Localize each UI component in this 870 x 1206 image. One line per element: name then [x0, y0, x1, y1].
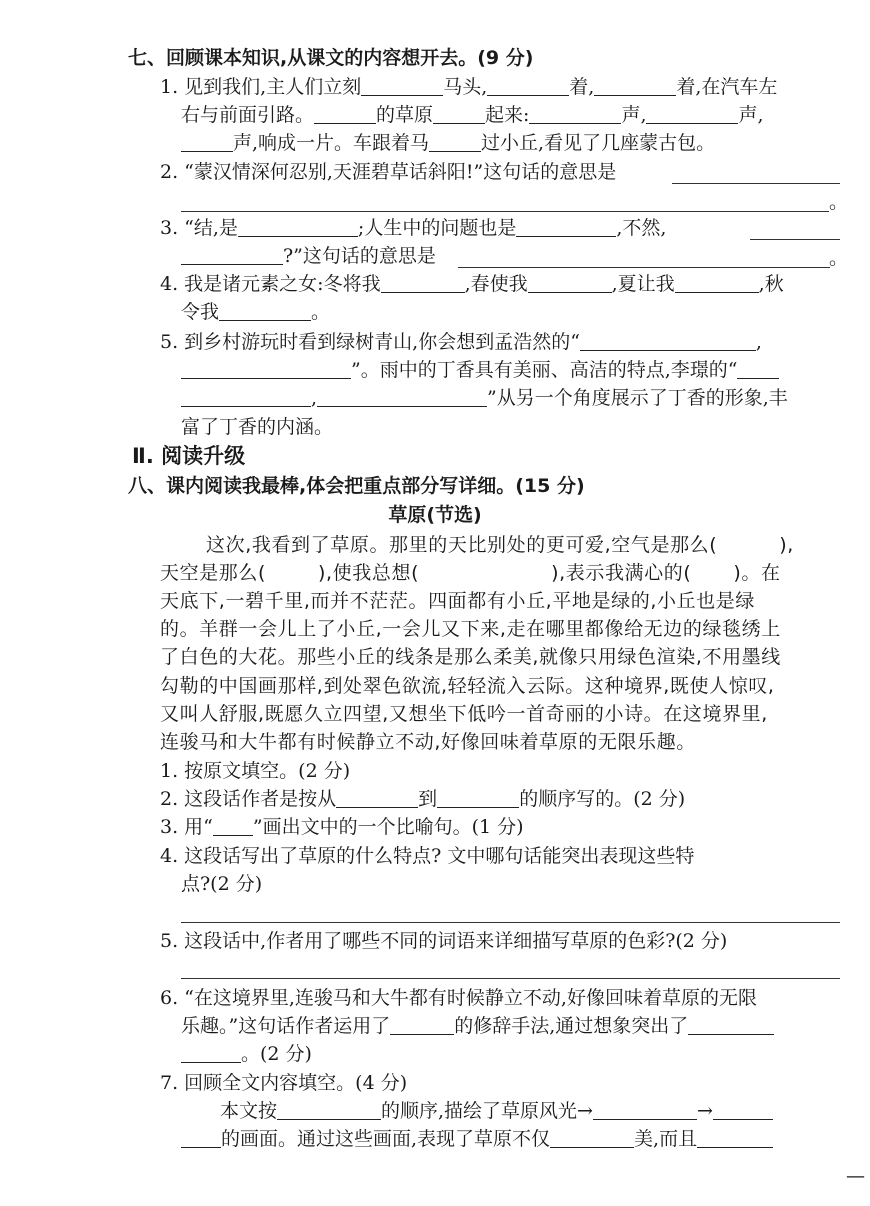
s8-q7-text-a: 本文按	[220, 1100, 278, 1122]
blank[interactable]	[181, 131, 233, 152]
s7-q3-line2	[181, 242, 436, 270]
blank[interactable]	[688, 1014, 774, 1035]
blank[interactable]	[437, 787, 519, 808]
section7-heading: 七、回顾课本知识,从课文的内容想开去。(9 分)	[128, 47, 534, 69]
passage-text: 这次,我看到了草原。那里的天比别处的更可爱,空气是那么(	[206, 534, 718, 556]
s8-q6-line3	[181, 1040, 312, 1068]
s7-q5-text-d: ,	[311, 387, 318, 409]
s8-q7-text-c: →	[696, 1100, 713, 1122]
s8-q7-line2	[220, 1097, 773, 1125]
s8-q2	[160, 785, 685, 813]
s7-q3-line1	[160, 214, 666, 242]
blank[interactable]	[646, 103, 738, 124]
s7-q1-line3	[181, 129, 715, 157]
s8-q3-text-a: 3. 用“	[160, 816, 213, 838]
blank[interactable]	[550, 1127, 634, 1148]
passage-text: ),表示我满心的(	[551, 562, 692, 584]
s7-q1-text-e: 右与前面引路。	[181, 104, 315, 126]
s7-q2-end: 。	[829, 191, 849, 213]
passage-line3: 天底下,一碧千里,而并不茫茫。四面都有小丘,平地是绿的,小丘也是绿	[160, 590, 755, 612]
s8-q6-line2	[181, 1012, 774, 1040]
passage-title: 草原(节选)	[388, 504, 482, 526]
passage-line8: 连骏马和大牛都有时候静立不动,好像回味着草原的无限乐趣。	[160, 731, 696, 753]
blank[interactable]	[529, 103, 621, 124]
blank[interactable]	[713, 1099, 773, 1120]
s7-q1-line2	[181, 101, 764, 129]
s8-q3	[160, 813, 524, 841]
underline-sample	[213, 815, 253, 836]
s7-q5-text-c: ”。雨中的丁香具有美丽、高洁的特点,李璟的“	[351, 359, 738, 381]
answer-line[interactable]	[750, 239, 840, 240]
s8-q3-text-b: ”画出文中的一个比喻句。(1 分)	[252, 816, 524, 838]
s7-q1-text-f: 的草原	[376, 104, 434, 126]
s8-q7-text-d: 的画面。通过这些画面,表现了草原不仅	[221, 1128, 551, 1150]
s7-q1-text-j: 声,响成一片。车跟着马	[233, 132, 430, 154]
s7-q1-text-c: 着,	[569, 76, 595, 98]
s7-q1-text-g: 起来:	[485, 104, 530, 126]
blank[interactable]	[580, 330, 756, 351]
s8-q7-text-e: 美,而且	[634, 1128, 698, 1150]
blank[interactable]	[528, 272, 612, 293]
answer-line[interactable]	[181, 922, 840, 923]
passage-text: ),	[779, 534, 794, 556]
s7-q1-text-b: 马头,	[443, 76, 488, 98]
s7-q5-text-a: 5. 到乡村游玩时看到绿树青山,你会想到孟浩然的“	[160, 331, 580, 353]
passage-line5: 了白色的大花。那些小丘的线条是那么柔美,就像只用绿色渲染,不用墨线	[160, 646, 781, 668]
blank[interactable]	[487, 75, 569, 96]
answer-line[interactable]	[181, 211, 829, 212]
s7-q3-text-d: ?”这句话的意思是	[283, 245, 436, 267]
section8-heading: 八、课内阅读我最棒,体会把重点部分写详细。(15 分)	[128, 475, 585, 497]
blank[interactable]	[181, 1042, 241, 1063]
s8-q6-text-a: 乐趣。”这句话作者运用了	[181, 1015, 391, 1037]
s7-q4-line1	[160, 270, 784, 298]
s7-q4-text-b: ,春使我	[464, 273, 528, 295]
passage-line1	[206, 531, 794, 559]
s7-q3-end: 。	[829, 247, 849, 269]
s7-q5-line2	[181, 356, 779, 384]
s8-q6-line1: 6. “在这境界里,连骏马和大牛都有时候静立不动,好像回味着草原的无限	[160, 987, 757, 1009]
s8-q7-line1: 7. 回顾全文内容填空。(4 分)	[160, 1072, 408, 1094]
blank[interactable]	[516, 216, 616, 237]
answer-line[interactable]	[458, 267, 830, 268]
s7-q1-text-i: 声,	[738, 104, 764, 126]
blank[interactable]	[314, 103, 376, 124]
blank[interactable]	[433, 103, 485, 124]
blank[interactable]	[697, 1127, 773, 1148]
blank[interactable]	[277, 1099, 381, 1120]
blank[interactable]	[390, 1014, 454, 1035]
passage-text: 天空是那么(	[160, 562, 267, 584]
passage-line4: 的。羊群一会儿上了小丘,一会儿又下来,走在哪里都像给无边的绿毯绣上	[160, 618, 781, 640]
s8-q4-line1: 4. 这段话写出了草原的什么特点? 文中哪句话能突出表现这些特	[160, 845, 695, 867]
page-edge-mark: —	[846, 1165, 865, 1187]
passage-line2	[160, 559, 781, 587]
s7-q4-text-f: 。	[311, 301, 331, 323]
s7-q3-text-a: 3. “结,是	[160, 217, 238, 239]
s8-q4-line2: 点?(2 分)	[181, 873, 263, 895]
passage-line6: 勾勒的中国画那样,到处翠色欲流,轻轻流入云际。这种境界,既使人惊叹,	[160, 675, 775, 697]
s8-q6-text-c: 。(2 分)	[241, 1043, 312, 1065]
s7-q5-text-e: ”从另一个角度展示了丁香的形象,丰	[487, 387, 788, 409]
blank[interactable]	[593, 1099, 697, 1120]
passage-text: ),使我总想(	[318, 562, 420, 584]
s7-q1-text-h: 声,	[621, 104, 647, 126]
s7-q1-line1	[160, 73, 777, 101]
s7-q1-text-a: 1. 见到我们,主人们立刻	[160, 76, 362, 98]
blank[interactable]	[181, 1127, 221, 1148]
blank[interactable]	[317, 386, 487, 407]
blank[interactable]	[381, 272, 465, 293]
s7-q5-line1	[160, 328, 762, 356]
s8-q7-line3	[181, 1125, 773, 1153]
blank[interactable]	[238, 216, 358, 237]
s7-q3-text-c: ,不然,	[616, 217, 667, 239]
s7-q1-text-k: 过小丘,看见了几座蒙古包。	[481, 132, 716, 154]
s8-q6-text-b: 的修辞手法,通过想象突出了	[454, 1015, 689, 1037]
s7-q4-text-a: 4. 我是诸元素之女:冬将我	[160, 273, 381, 295]
s7-q5-text-b: ,	[755, 331, 762, 353]
s7-q4-line2	[181, 298, 330, 326]
s8-q1: 1. 按原文填空。(2 分)	[160, 760, 351, 782]
s7-q1-text-d: 着,在汽车左	[676, 76, 778, 98]
s7-q2-text: 2. “蒙汉情深何忍别,天涯碧草话斜阳!”这句话的意思是	[160, 161, 617, 183]
blank[interactable]	[737, 358, 779, 379]
s7-q3-text-b: ;人生中的问题也是	[357, 217, 517, 239]
blank[interactable]	[336, 787, 418, 808]
blank[interactable]	[361, 75, 443, 96]
s7-q5-line3	[181, 384, 788, 412]
passage-text: )。在	[733, 562, 781, 584]
part2-heading: Ⅱ. 阅读升级	[132, 444, 246, 468]
blank[interactable]	[181, 386, 311, 407]
blank[interactable]	[181, 244, 283, 265]
s7-q4-text-e: 令我	[181, 301, 220, 323]
blank[interactable]	[219, 300, 311, 321]
s7-q4-text-d: ,秋	[758, 273, 784, 295]
answer-line[interactable]	[672, 183, 840, 184]
s7-q4-text-c: ,夏让我	[611, 273, 675, 295]
blank[interactable]	[429, 131, 481, 152]
answer-line[interactable]	[181, 978, 840, 979]
s8-q5: 5. 这段话中,作者用了哪些不同的词语来详细描写草原的色彩?(2 分)	[160, 930, 728, 952]
s8-q2-text-c: 的顺序写的。(2 分)	[519, 788, 686, 810]
s8-q7-text-b: 的顺序,描绘了草原风光→	[381, 1100, 593, 1122]
s8-q2-text-a: 2. 这段话作者是按从	[160, 788, 337, 810]
s8-q2-text-b: 到	[418, 788, 438, 810]
blank[interactable]	[675, 272, 759, 293]
blank[interactable]	[181, 358, 351, 379]
blank[interactable]	[594, 75, 676, 96]
s7-q2-line1	[160, 158, 616, 186]
s7-q5-line4: 富了丁香的内涵。	[181, 416, 334, 438]
passage-line7: 又叫人舒服,既愿久立四望,又想坐下低吟一首奇丽的小诗。在这境界里,	[160, 703, 768, 725]
